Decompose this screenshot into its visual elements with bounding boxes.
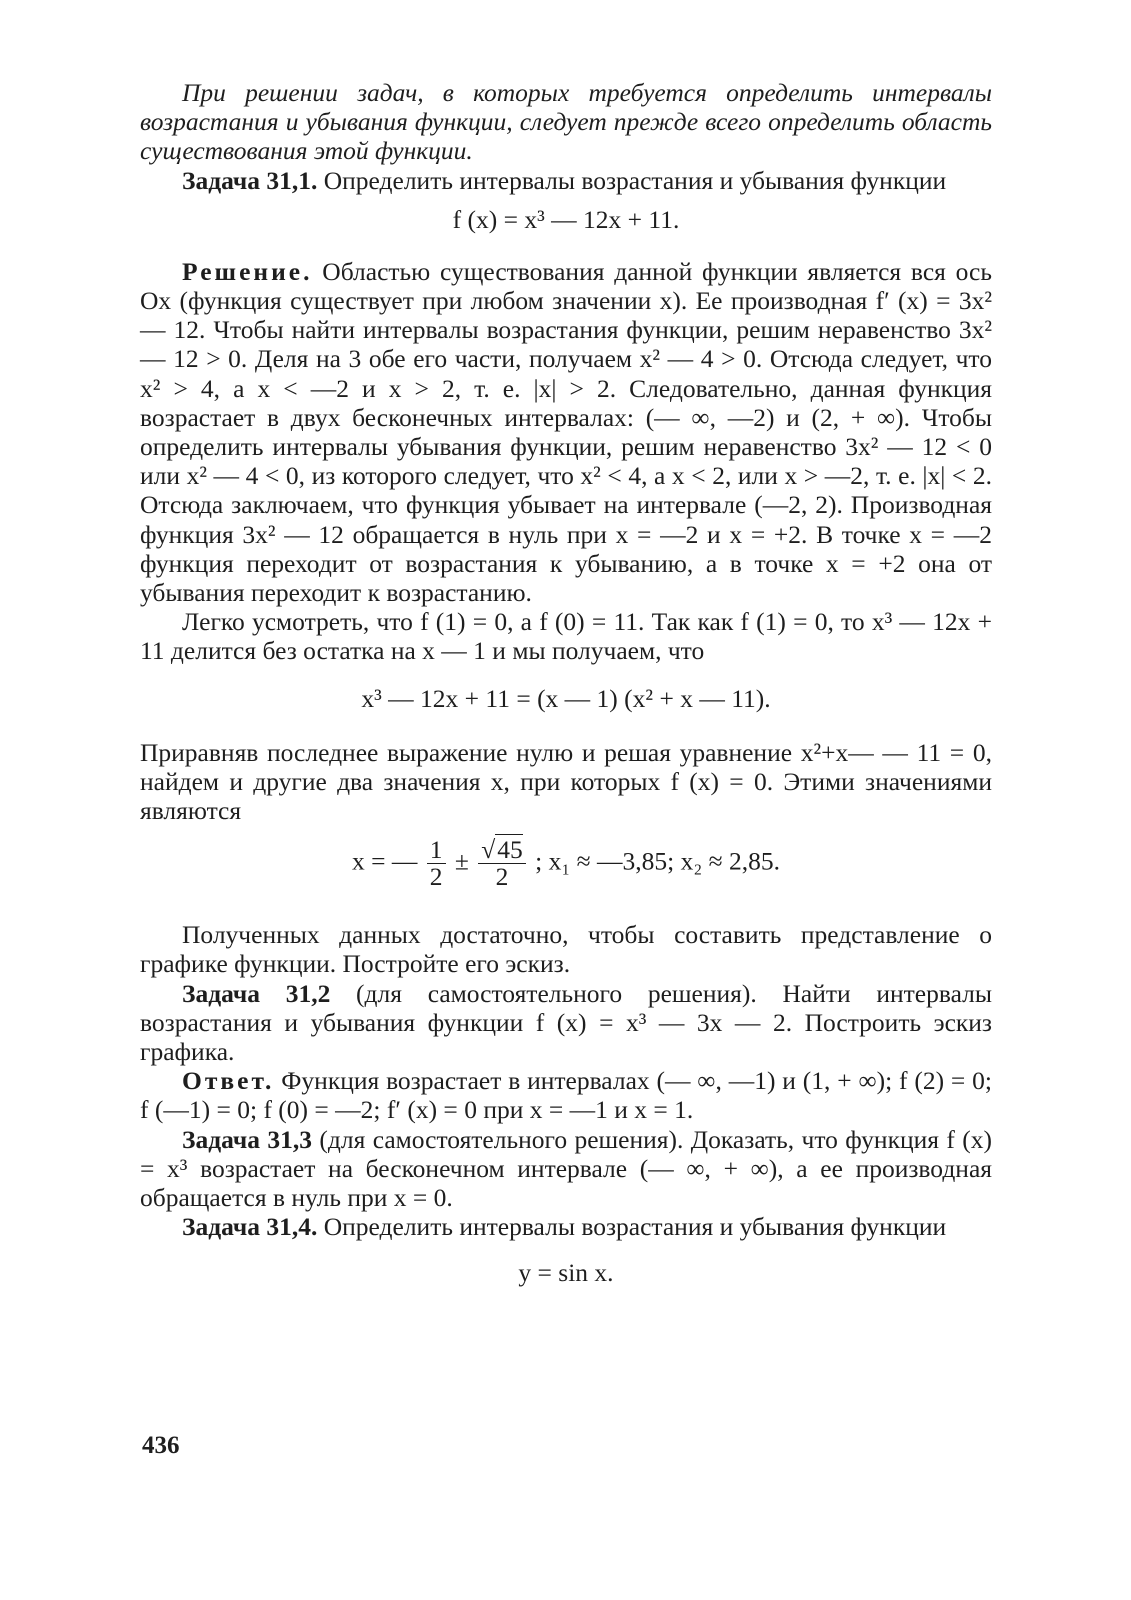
fraction-root-45-half [478,837,526,890]
plus-minus-sign: ± [454,846,469,876]
task-31-4 [140,1212,992,1241]
radicand: 45 [497,835,523,865]
roots-approximations: ; x₁ ≈ —3,85; x₂ ≈ 2,85. [535,846,780,876]
solution-text-1: Областью существования данной функции является вся ось Ox (функция существует при любом значении x). Ее производная f′ (x) = 3x² — 12. Чтобы найти интервалы возрастания функции, решим неравенство 3x² — 12 > 0. Деля на 3 обе его части, получаем x² — 4 > 0. Отсюда следует, что x² > 4, а x < —2 и x > 2, т. е. |x| > 2. Следовательно, данная функция возрастает в двух бесконечных интервалах: (— ∞, —2) и (2, + ∞). Чтобы определить интервалы убывания функции, решим неравенство 3x² — 12 < 0 или x² — 4 < 0, из которого следует, что x² < 4, а x < 2, или x > —2, т. е. |x| < 2. Отсюда заключаем, что функция убывает на интервале (—2, 2). Производная функция 3x² — 12 обращается в нуль при x = —2 и x = +2. В точке x = —2 функция переходит от возрастания к убыванию, а в точке x = +2 она от убывания переходит к возрастанию. [140,256,992,608]
task-31-4-text: Определить интервалы возрастания и убывания функции [317,1212,947,1242]
root-numerator [478,837,526,864]
task-31-2-label: Задача 31,2 [182,978,331,1008]
radical-sign: √ [481,835,496,865]
solution-paragraph-2: Легко усмотреть, что f (1) = 0, а f (0) = 11. Так как f (1) = 0, то x³ — 12x + 11 делится без остатка на x — 1 и мы получаем, что [140,607,992,666]
page-number: 436 [142,1432,180,1459]
answer-label: Ответ. [182,1066,275,1096]
intro-paragraph: При решении задач, в которых требуется определить интервалы возрастания и убывания функции, следует прежде всего определить область существования этой функции. [140,78,992,166]
solution-paragraph-1 [140,257,992,607]
answer-text: Функция возрастает в интервалах (— ∞, —1) и (1, + ∞); f (2) = 0; f (—1) = 0; f (0) = —2; f′ (x) = 0 при x = —1 и x = 1. [140,1066,992,1125]
task-31-3-label: Задача 31,3 [182,1124,312,1154]
solution-paragraph-4: Полученных данных достаточно, чтобы составить представление о графике функции. Постройте его эскиз. [140,920,992,979]
root-denominator: 2 [495,862,509,892]
roots-lhs: x = — [352,846,418,876]
page-content [140,78,992,1288]
task-31-2-text: (для самостоятельного решения). Найти интервалы возрастания и убывания функции f (x) = x³ — 3x — 2. Построить эскиз графика. [140,978,992,1067]
solution-label: Решение. [182,256,313,286]
solution-paragraph-3: Приравняв последнее выражение нулю и решая уравнение x²+x— — 11 = 0, найдем и другие два значения x, при которых f (x) = 0. Этими значениями являются [140,737,992,826]
answer-paragraph [140,1066,992,1124]
task-31-4-label: Задача 31,4. [182,1212,318,1242]
fraction-numerator: 1 [427,837,446,864]
fraction-one-half [427,837,446,890]
task-31-1-label: Задача 31,1. [182,165,318,195]
fraction-denominator: 2 [429,862,443,892]
task-31-3 [140,1125,992,1213]
roots-formula [140,837,992,890]
task-31-1 [140,166,992,195]
factorization-formula: x³ — 12x + 11 = (x — 1) (x² + x — 11). [361,683,771,713]
task-31-2 [140,979,992,1067]
task-31-1-formula: f (x) = x³ — 12x + 11. [452,204,680,234]
task-31-3-text: (для самостоятельного решения). Доказать, что функция f (x) = x³ возрастает на бесконечном интервале (— ∞, + ∞), а ее производная обращается в нуль при x = 0. [140,1124,992,1213]
task-31-1-text: Определить интервалы возрастания и убывания функции [317,165,947,195]
task-31-4-formula: y = sin x. [518,1257,614,1287]
